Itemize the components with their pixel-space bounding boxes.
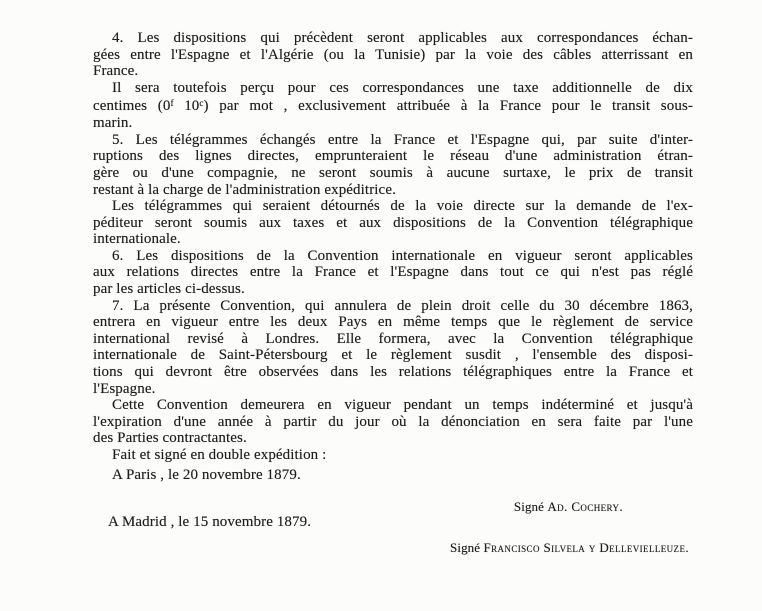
text-segment: 10 [173,98,200,115]
text-line: 4. Les dispositions qui précèdent seront applicables aux correspondances échan- [112,30,693,46]
text-line: restant à la charge de l'administration expéditrice. [93,181,396,198]
paragraph-article-5 [93,132,693,198]
text-line: gées entre l'Espagne et l'Algérie (ou la Tunisie) par la voie des câbles atterrissant en [93,46,693,63]
signe-label: Signé [513,499,548,515]
text-line: 6. Les dispositions de la Convention internationale en vigueur seront applicables [112,247,693,264]
text-line: entrera en vigueur entre les deux Pays en même temps que le règlement de service [93,314,693,331]
text-line: France. [93,63,139,80]
text-line: Cette Convention demeurera en vigueur pendant un temps indéterminé et jusqu'à [112,397,693,414]
signature-silvela [93,540,693,555]
text-line: Les télégrammes qui seraient détournés de la voie directe sur la demande de l'ex- [112,198,693,215]
text-line: tions qui devront être observées dans les relations télégraphiques entre la France et [93,364,693,381]
text-line: par les articles ci-dessus. [93,281,245,298]
text-line: 7. La présente Convention, qui annulera de plein droit celle du 30 décembre 1863, [112,297,693,314]
signe-label: Signé [450,539,484,555]
text-line: aux relations directes entre la France et l'Espagne dans tout ce qui n'est pas réglé [93,264,693,281]
text-block [93,30,693,555]
paragraph-duree-convention [93,397,693,447]
superscript-francs: f [170,99,174,110]
paris-date-line: A Paris , le 20 novembre 1879. [112,466,301,483]
paragraph-telegrammes-detournes [93,198,693,248]
text-line: péditeur seront soumis aux taxes et aux dispositions de la Convention télégraphique [93,214,693,231]
text-line: gère ou d'une compagnie, ne seront soumis à aucune surtaxe, le prix de transit [93,164,693,181]
text-segment: ) par mot , exclusivement attribuée à la France pour le transit sous- [203,98,693,115]
paragraph-article-7 [93,298,693,398]
text-line: Il sera toutefois perçu pour ces correspondances une taxe additionnelle de dix [112,79,693,96]
madrid-date-line: A Madrid , le 15 novembre 1879. [108,514,312,531]
signatory-name-silvela: Francisco Silvela y Dellevielleuze. [483,539,689,555]
superscript-centimes: c [199,99,204,110]
text-line: marin. [93,115,133,132]
paragraph-article-4 [93,30,693,80]
text-line: des Parties contractantes. [93,430,247,447]
text-line: international revisé à Londres. Elle formera, avec la Convention télégraphique [93,330,693,347]
text-line: internationale de Saint-Pétersbourg et le règlement susdit , l'ensemble des disposi- [93,347,693,364]
signature-cochery [93,499,693,514]
paragraph-taxe-additionnelle [93,80,693,132]
signatory-name-cochery: Ad. Cochery. [547,499,623,515]
text-line [93,96,693,115]
text-line: l'Espagne. [93,380,156,397]
text-segment: centimes (0 [93,98,171,115]
text-line: l'expiration d'une année à partir du jour où la dénonciation en sera faite par l'une [93,413,693,430]
paragraph-article-6 [93,248,693,298]
text-line: 5. Les télégrammes échangés entre la France et l'Espagne qui, par suite d'inter- [112,131,693,148]
closing-block [93,447,693,555]
text-line: internationale. [93,231,181,248]
text-line: ruptions des lignes directes, emprunteraient le réseau d'une administration étran- [93,148,693,165]
fait-et-signe-line: Fait et signé en double expédition : [112,447,327,464]
